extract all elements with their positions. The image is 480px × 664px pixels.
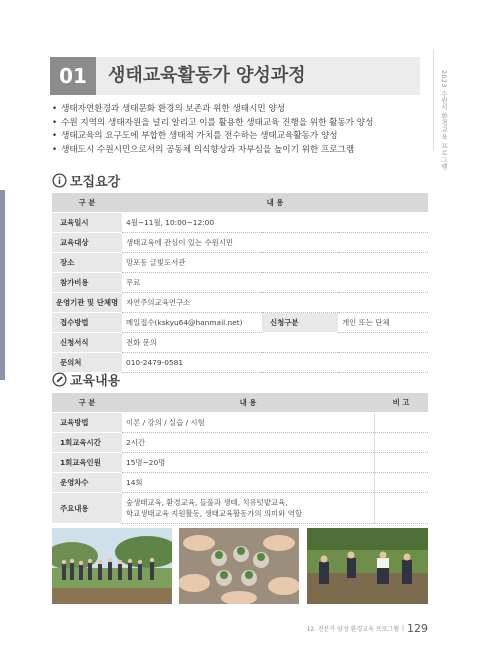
row-note	[374, 433, 428, 453]
row-value: 자연주의교육연구소	[122, 293, 428, 313]
table-row	[52, 413, 428, 433]
row-label-2: 신청구분	[262, 313, 338, 333]
row-value: 망포동 글빛도서관	[122, 253, 428, 273]
row-label: 교육대상	[52, 233, 122, 253]
recruit-col-category: 구 분	[52, 193, 122, 213]
row-label: 주요내용	[52, 493, 122, 524]
table-row	[52, 453, 428, 473]
row-value: 14회	[122, 473, 374, 493]
row-value: 전화 문의	[122, 333, 428, 353]
side-running-title: 2023 수원시 환경교육 프로그램	[440, 70, 448, 170]
content-col-note: 비 고	[374, 393, 428, 413]
row-label: 접수방법	[52, 313, 122, 333]
footer-divider: |	[401, 625, 404, 632]
goal-item: • 수원 지역의 생태자원을 널리 알리고 이를 활용한 생태교육 진행을 위한 활동가 양성	[52, 117, 373, 131]
goal-item: • 생태교육의 요구도에 부합한 생태적 가치를 전수하는 생태교육활동가 양성	[52, 130, 373, 144]
row-value: 4월~11월, 10:00~12:00	[122, 213, 428, 233]
row-label: 1회교육인원	[52, 453, 122, 473]
row-note	[374, 493, 428, 524]
row-value: 010-2479-0581	[122, 353, 428, 373]
table-row	[52, 313, 428, 333]
recruit-heading-text: 모집요강	[70, 175, 121, 190]
row-value-line: 학교생태교육 지원활동, 생태교육활동가의 의미와 역할	[126, 509, 302, 518]
table-row	[52, 493, 428, 524]
page-title: 생태교육활동가 양성과정	[108, 65, 306, 86]
row-label: 장소	[52, 253, 122, 273]
section-number: 01	[50, 57, 96, 95]
content-heading-text: 교육내용	[70, 374, 121, 389]
footer-chapter: 12. 전문가 양성 환경교육 프로그램	[306, 626, 399, 633]
row-value-line: 숲생태교육, 환경교육, 들풀과 생태, 치유텃밭교육,	[126, 498, 288, 507]
info-icon	[52, 173, 67, 188]
row-value: 이론 / 강의 / 실습 / 시험	[122, 413, 374, 433]
row-label: 문의처	[52, 353, 122, 373]
row-value: 2시간	[122, 433, 374, 453]
table-row	[52, 473, 428, 493]
content-col-content: 내 용	[122, 393, 374, 413]
table-row	[52, 333, 428, 353]
photo-potted-seedlings	[179, 528, 299, 604]
recruit-table	[52, 193, 428, 373]
row-value-multiline	[122, 493, 374, 524]
row-label: 참가비용	[52, 273, 122, 293]
content-table	[52, 393, 428, 524]
table-row	[52, 433, 428, 453]
row-value: 생태교육에 관심이 있는 수원시민	[122, 233, 428, 253]
content-col-category: 구 분	[52, 393, 122, 413]
recruit-col-content: 내 용	[122, 193, 428, 213]
table-row	[52, 293, 428, 313]
row-note	[374, 453, 428, 473]
left-edge-strip	[0, 190, 5, 380]
row-note	[374, 413, 428, 433]
row-label: 1회교육시간	[52, 433, 122, 453]
goal-item: • 생태도시 수원시민으로서의 공동체 의식향상과 자부심을 높이기 위한 프로그램	[52, 144, 373, 158]
row-value: 15명~20명	[122, 453, 374, 473]
row-label: 교육방법	[52, 413, 122, 433]
content-heading	[52, 370, 120, 389]
row-label: 교육일시	[52, 213, 122, 233]
row-label: 운영차수	[52, 473, 122, 493]
row-value-2: 개인 또는 단체	[338, 313, 428, 333]
table-row	[52, 213, 428, 233]
row-value: 메일접수(kskyu64@hanmail.net)	[122, 313, 262, 333]
side-divider	[433, 50, 434, 150]
table-row	[52, 233, 428, 253]
goal-item: • 생태자연환경과 생태문화 환경의 보존과 위한 생태시민 양성	[52, 103, 373, 117]
photo-group-outdoor	[52, 528, 172, 604]
row-label: 운영기관 및 단체명	[52, 293, 122, 313]
recruit-heading	[52, 171, 120, 190]
row-note	[374, 473, 428, 493]
page-footer	[306, 622, 428, 635]
photo-field-planting	[307, 528, 428, 604]
pencil-icon	[52, 372, 67, 387]
row-value: 무료	[122, 273, 428, 293]
table-row	[52, 273, 428, 293]
row-label: 신청서식	[52, 333, 122, 353]
page-number: 129	[407, 622, 428, 635]
goal-list	[52, 103, 373, 158]
table-row	[52, 253, 428, 273]
